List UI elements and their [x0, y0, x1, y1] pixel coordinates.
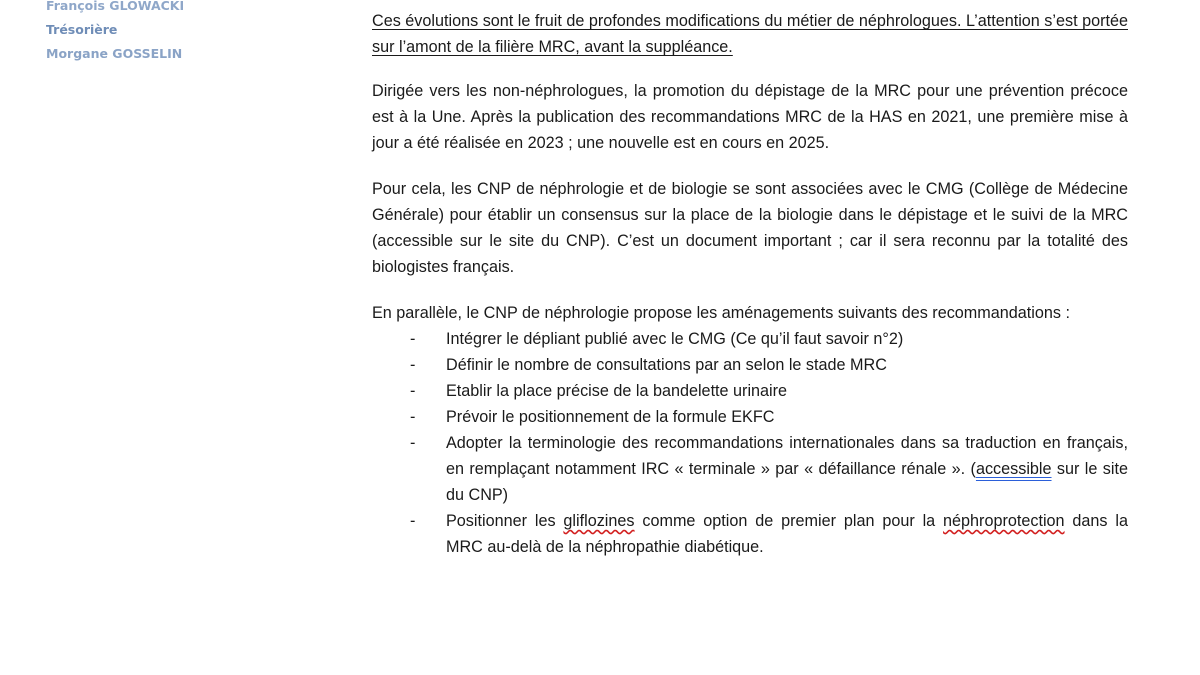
bullet-dash: - [410, 512, 416, 530]
list-item-text-tail: sur le site du CNP) [446, 460, 1128, 504]
paragraph-recommendations: En parallèle, le CNP de néphrologie propose les aménagements suivants des recommandations : [372, 304, 1070, 322]
paragraph-consensus: Pour cela, les CNP de néphrologie et de biologie se sont associées avec le CMG (Collège de Médecine Générale) pour établir un consensus sur la place de la biologie dans le dépistage et le suivi de la MRC (accessible sur le site du CNP). C’est un document important ; car il sera reconnu par la totalité des biologistes français. [372, 180, 1128, 276]
list-item [372, 378, 1128, 404]
bullet-dash: - [410, 382, 416, 400]
list-item [372, 508, 1128, 560]
paragraph-screening: Dirigée vers les non-néphrologues, la promotion du dépistage de la MRC pour une prévention précoce est à la Une. Après la publication des recommandations MRC de la HAS en 2021, une première mise à jour a été réalisée en 2023 ; une nouvelle est en cours en 2025. [372, 82, 1128, 152]
list-item-text: Etablir la place précise de la bandelette urinaire [446, 382, 788, 400]
sidebar-person: Morgane GOSSELIN [46, 46, 183, 61]
list-item-text: Intégrer le dépliant publié avec le CMG (Ce qu’il faut savoir n°2) [446, 330, 904, 348]
recommendations-list [372, 326, 1128, 560]
list-item-text: Prévoir le positionnement de la formule EKFC [446, 408, 775, 426]
bullet-dash: - [410, 408, 416, 426]
list-item [372, 404, 1128, 430]
list-item [372, 326, 1128, 352]
list-item-text: Définir le nombre de consultations par an selon le stade MRC [446, 356, 887, 374]
bullet-dash: - [410, 434, 416, 452]
list-item-text-tail: dans la MRC au-delà de la néphropathie diabétique. [446, 512, 1128, 556]
intro-paragraph: Ces évolutions sont le fruit de profondes modifications du métier de néphrologues. L’attention s’est portée sur l’amont de la filière MRC, avant la suppléance. [372, 12, 1128, 56]
sidebar-cut-name: François GLOWACKI [46, 0, 185, 13]
sidebar [46, 0, 306, 66]
list-item-text: Positionner les [446, 512, 564, 530]
list-item-text: Adopter la terminologie des recommandations internationales dans sa traduction en français, en remplaçant notamment IRC « terminale » par « défaillance rénale ». ( [446, 434, 1128, 478]
list-item [372, 430, 1128, 508]
spelling-flag-nephroprotection[interactable]: néphroprotection [943, 512, 1065, 530]
spelling-flag-gliflozines[interactable]: gliflozines [563, 512, 635, 530]
list-item-text-mid: comme option de premier plan pour la [634, 512, 944, 530]
bullet-dash: - [410, 356, 416, 374]
accessible-link[interactable]: accessible [975, 460, 1052, 478]
document-body [372, 8, 1128, 560]
sidebar-role: Trésorière [46, 22, 118, 37]
bullet-dash: - [410, 330, 416, 348]
list-item [372, 352, 1128, 378]
